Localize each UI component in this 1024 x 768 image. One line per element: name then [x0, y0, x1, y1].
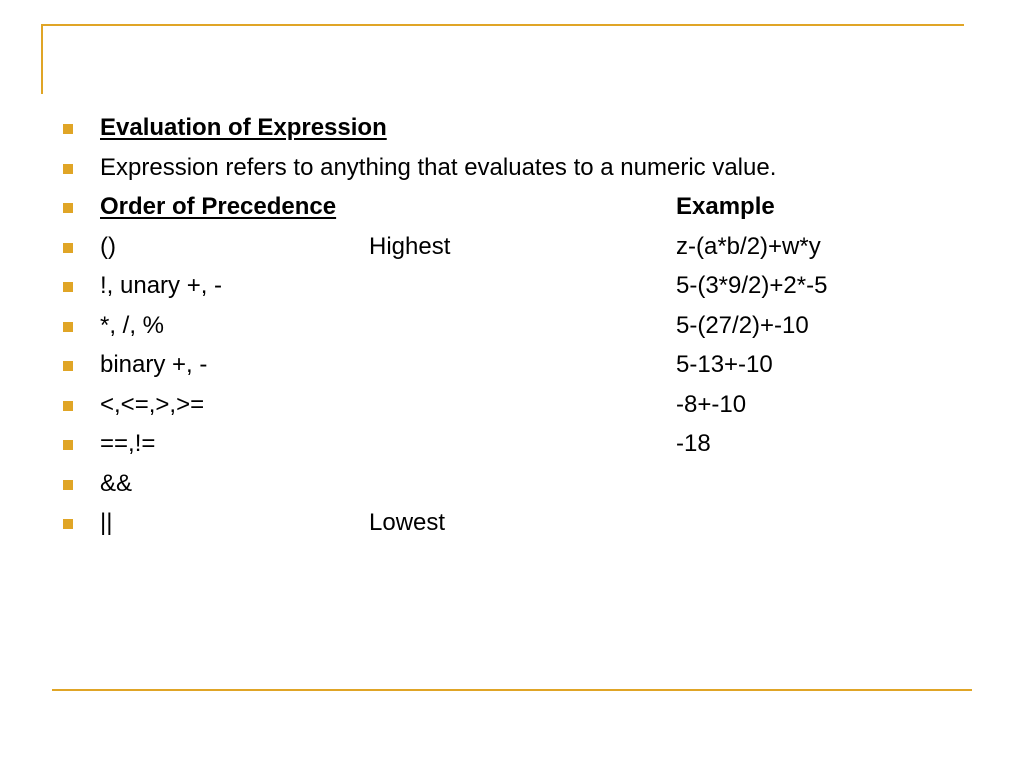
precedence-level-text: Highest [369, 232, 451, 260]
square-bullet-icon [63, 124, 73, 134]
list-item [0, 385, 1024, 425]
operator-text: () [100, 232, 116, 260]
list-item [0, 266, 1024, 306]
bullet-list [0, 108, 1024, 543]
square-bullet-icon [63, 322, 73, 332]
operator-text: || [100, 509, 113, 536]
square-bullet-icon [63, 164, 73, 174]
example-text: -18 [676, 430, 711, 457]
slide-heading: Evaluation of Expression [100, 114, 387, 141]
square-bullet-icon [63, 282, 73, 292]
list-item [0, 503, 1024, 543]
square-bullet-icon [63, 519, 73, 529]
precedence-level-text: Lowest [369, 509, 446, 536]
square-bullet-icon [63, 203, 73, 213]
definition-text: Expression refers to anything that evaluates to a numeric value. [100, 153, 777, 181]
square-bullet-icon [63, 243, 73, 253]
operator-text: <,<=,>,>= [100, 390, 205, 418]
example-text: z-(a*b/2)+w*y [676, 232, 821, 260]
bottom-border-line [52, 689, 972, 691]
list-item [0, 345, 1024, 385]
square-bullet-icon [63, 480, 73, 490]
operator-text: && [100, 469, 133, 497]
example-heading: Example [676, 193, 775, 220]
operator-text: binary +, - [100, 351, 208, 378]
list-item [0, 108, 1024, 148]
example-text: 5-(27/2)+-10 [676, 311, 809, 339]
left-border-line [41, 24, 43, 94]
square-bullet-icon [63, 401, 73, 411]
list-item [0, 424, 1024, 464]
example-text: 5-(3*9/2)+2*-5 [676, 272, 828, 299]
operator-text: *, /, % [100, 311, 165, 339]
list-item [0, 306, 1024, 346]
precedence-heading: Order of Precedence [100, 193, 337, 220]
square-bullet-icon [63, 361, 73, 371]
list-item [0, 464, 1024, 504]
list-item [0, 148, 1024, 188]
operator-text: !, unary +, - [100, 272, 223, 299]
example-text: -8+-10 [676, 390, 747, 418]
list-item [0, 227, 1024, 267]
top-border-line [41, 24, 964, 26]
operator-text: ==,!= [100, 430, 156, 457]
square-bullet-icon [63, 440, 73, 450]
list-item [0, 187, 1024, 227]
example-text: 5-13+-10 [676, 351, 773, 378]
